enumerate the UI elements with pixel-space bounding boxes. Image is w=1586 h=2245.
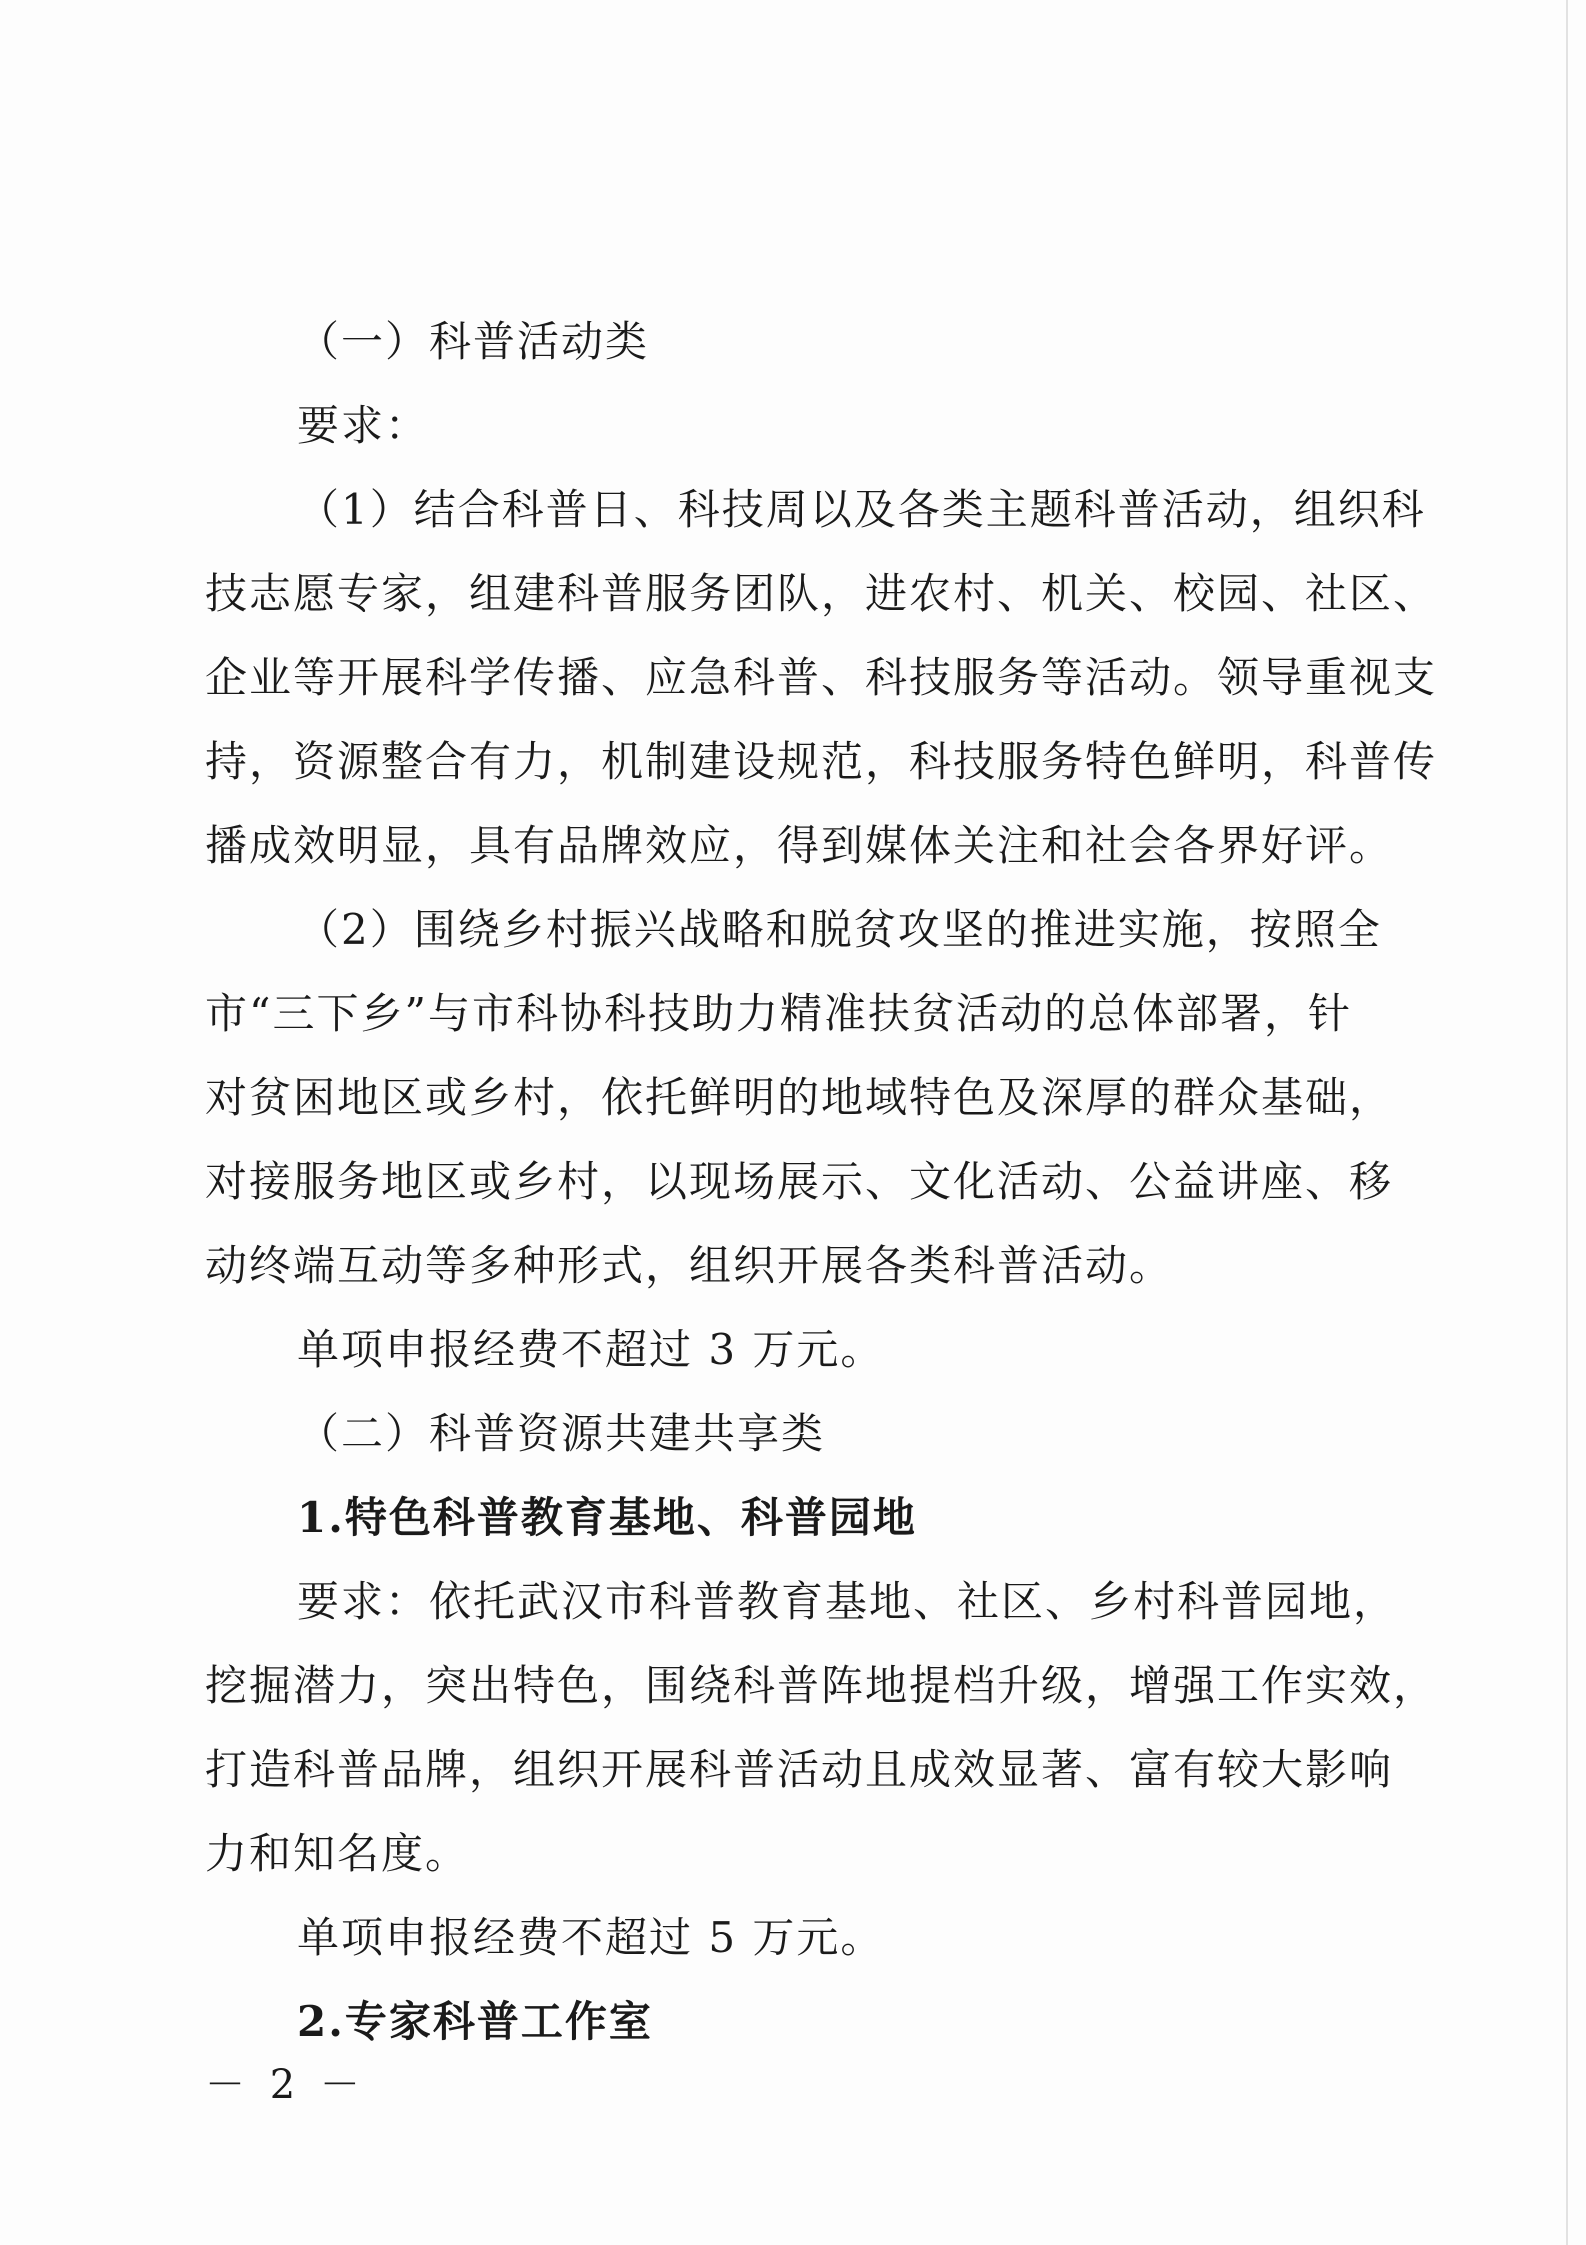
paragraph-line: （2）围绕乡村振兴战略和脱贫攻坚的推进实施，按照全	[297, 905, 1382, 954]
paragraph-line: 力和知名度。	[205, 1829, 470, 1878]
document-body	[205, 300, 1438, 2064]
paragraph-line: 动终端互动等多种形式，组织开展各类科普活动。	[205, 1241, 1174, 1290]
subsection-heading-expert-studio: 2.专家科普工作室	[297, 1997, 653, 2046]
paragraph-line: 市“三下乡”与市科协科技助力精准扶贫活动的总体部署，针	[205, 989, 1352, 1038]
page-edge	[1566, 0, 1568, 2245]
paragraph-line: 对接服务地区或乡村，以现场展示、文化活动、公益讲座、移	[205, 1157, 1394, 1206]
page-number: － 2 －	[205, 2062, 366, 2108]
paragraph-line: 打造科普品牌，组织开展科普活动且成效显著、富有较大影响	[205, 1745, 1394, 1794]
funding-limit-line: 单项申报经费不超过 3 万元。	[297, 1325, 885, 1374]
paragraph-line: 对贫困地区或乡村，依托鲜明的地域特色及深厚的群众基础，	[205, 1073, 1394, 1122]
paragraph-line: 要求：依托武汉市科普教育基地、社区、乡村科普园地，	[297, 1577, 1398, 1626]
section-heading-science-activities: （一）科普活动类	[297, 317, 650, 366]
section-heading-resource-sharing: （二）科普资源共建共享类	[297, 1409, 826, 1458]
paragraph-line: 技志愿专家，组建科普服务团队，进农村、机关、校园、社区、	[205, 569, 1438, 618]
paragraph-line: 播成效明显，具有品牌效应，得到媒体关注和社会各界好评。	[205, 821, 1394, 870]
paragraph-line: 企业等开展科学传播、应急科普、科技服务等活动。领导重视支	[205, 653, 1438, 702]
subsection-heading-education-base: 1.特色科普教育基地、科普园地	[297, 1493, 917, 1542]
requirements-label: 要求：	[297, 401, 430, 450]
paragraph-line: （1）结合科普日、科技周以及各类主题科普活动，组织科	[297, 485, 1426, 534]
funding-limit-line: 单项申报经费不超过 5 万元。	[297, 1913, 885, 1962]
paragraph-line: 挖掘潜力，突出特色，围绕科普阵地提档升级，增强工作实效，	[205, 1661, 1438, 1710]
paragraph-line: 持，资源整合有力，机制建设规范，科技服务特色鲜明，科普传	[205, 737, 1438, 786]
